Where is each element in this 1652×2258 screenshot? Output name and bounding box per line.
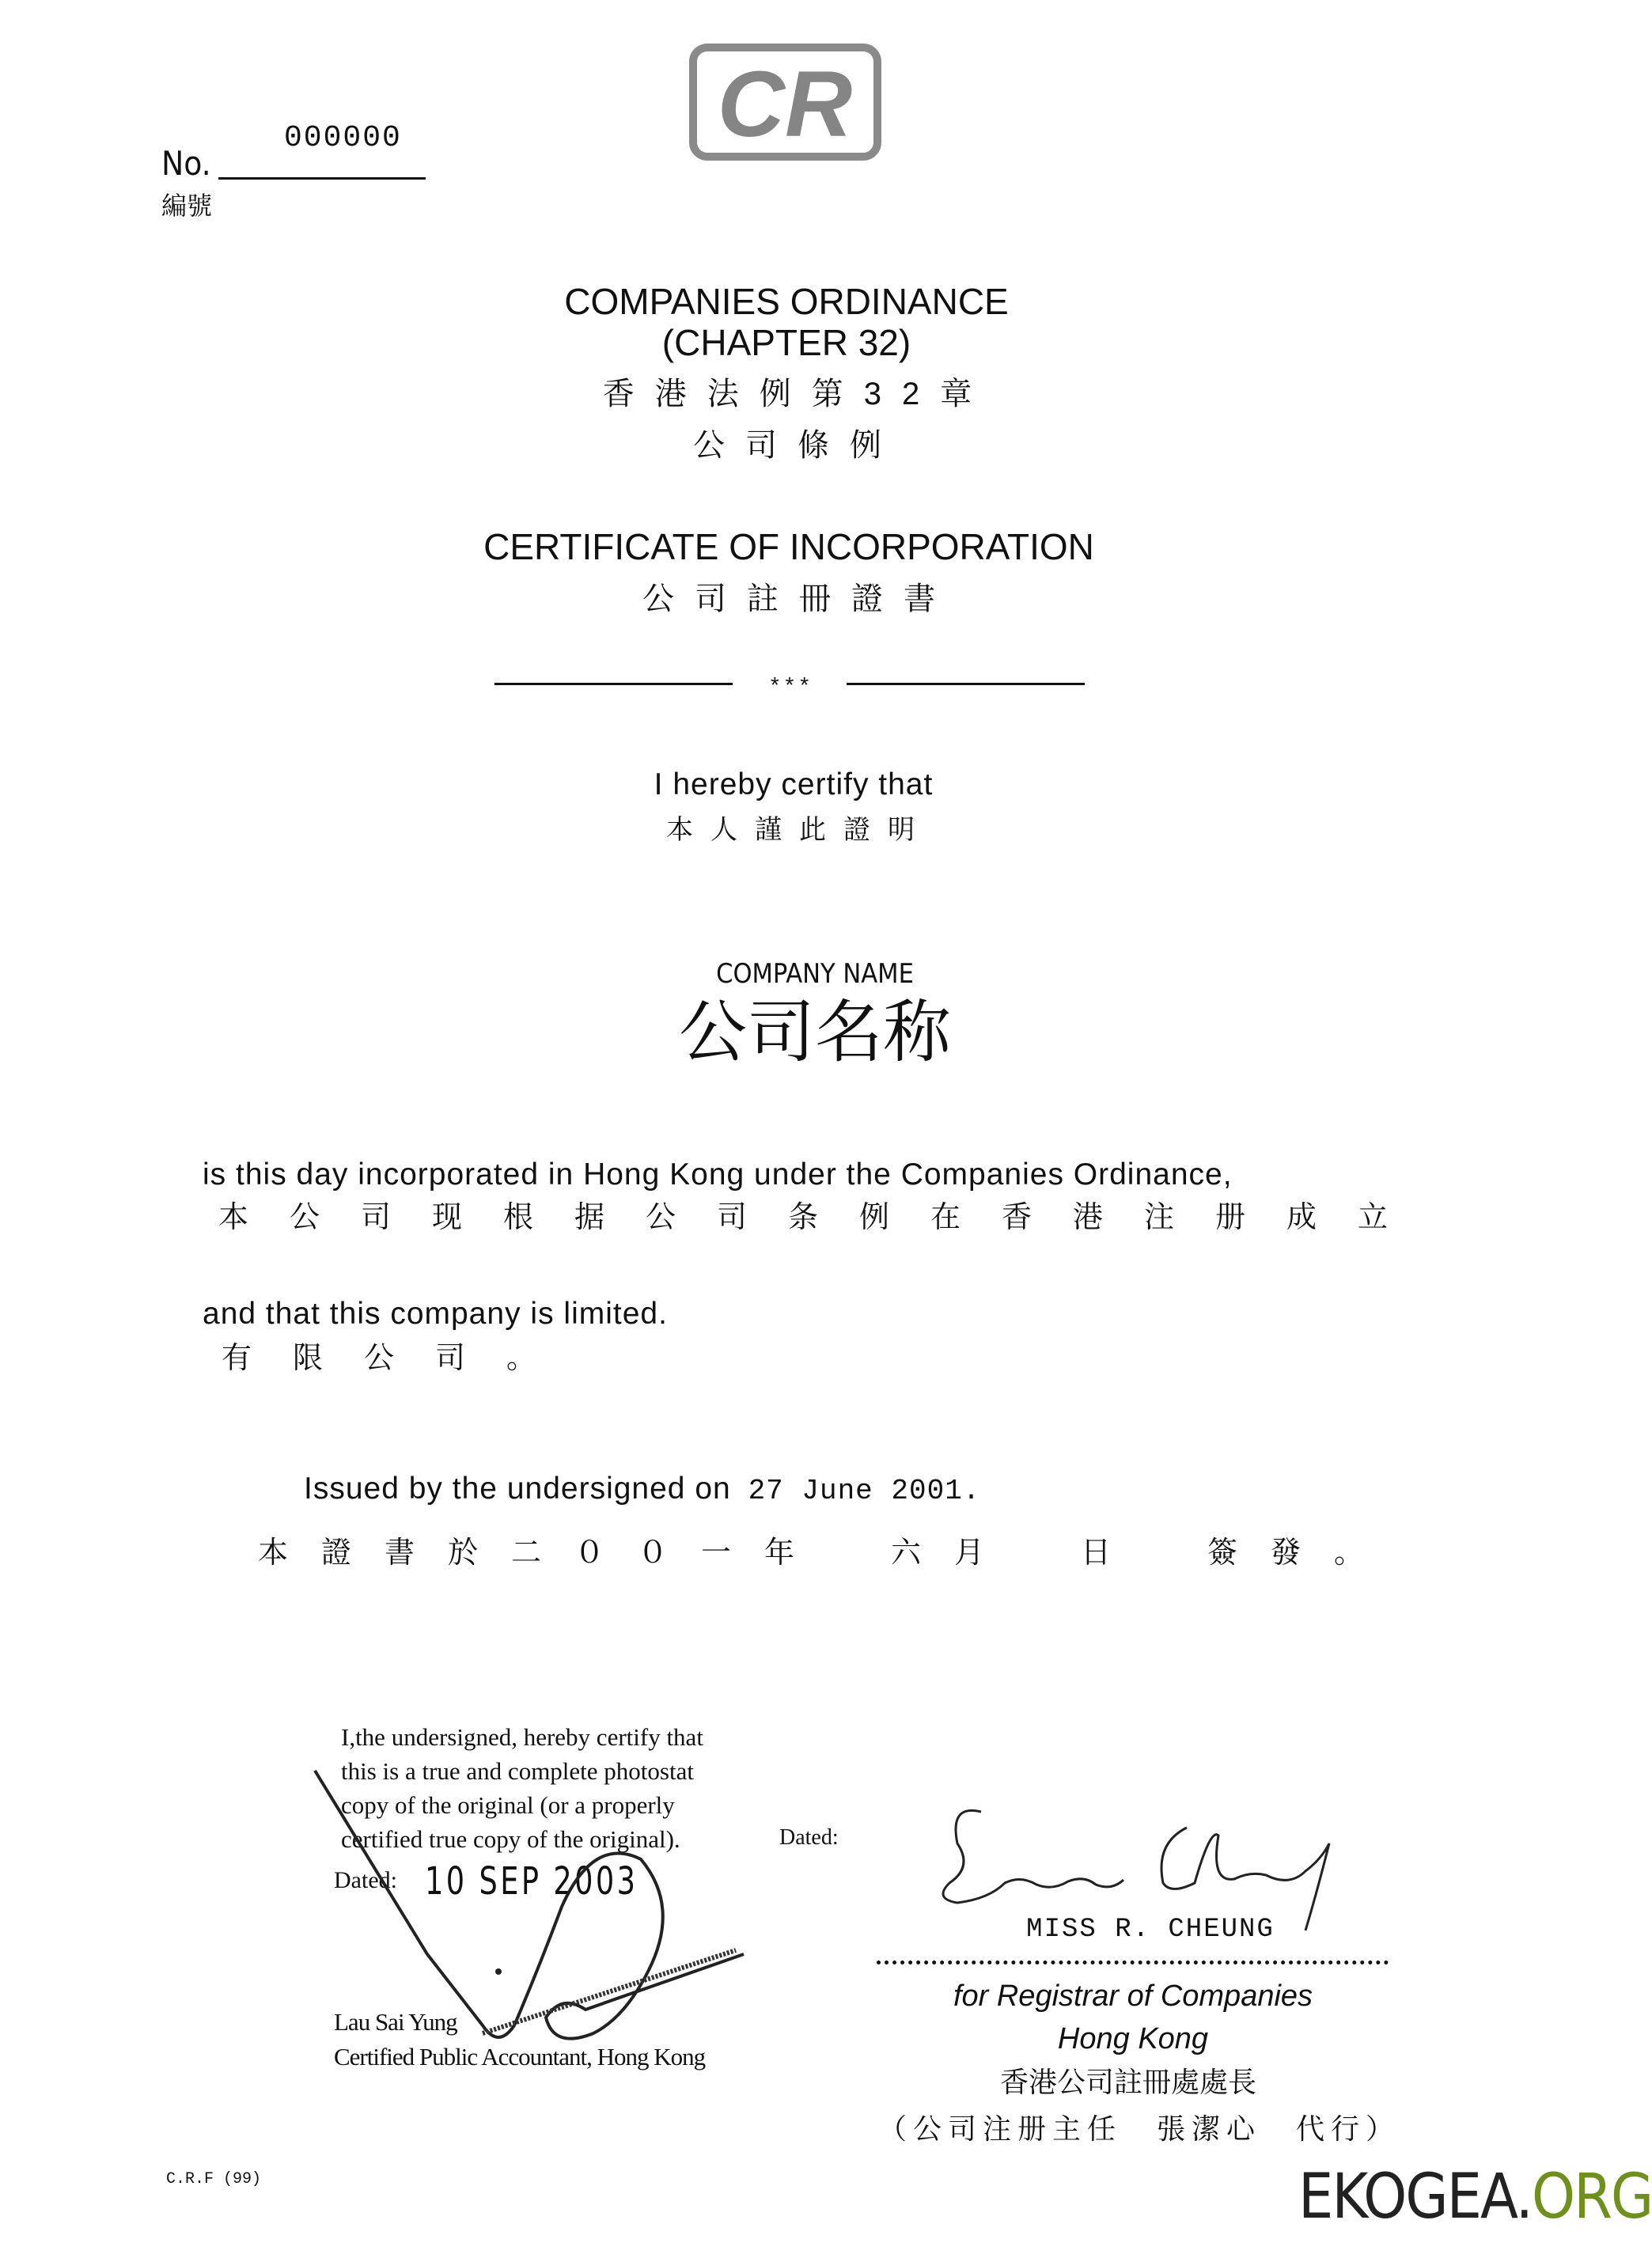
- limited-statement: and that this company is limited.: [203, 1297, 668, 1331]
- form-code: C.R.F (99): [166, 2170, 262, 2188]
- company-name-zh: 公司名称: [679, 993, 951, 1072]
- certificate-number: 000000: [284, 121, 402, 155]
- number-label: No.: [161, 144, 211, 183]
- incorporation-statement: is this day incorporated in Hong Kong under the Companies Ordinance,: [203, 1157, 1233, 1192]
- watermark-tld: ORG: [1531, 2161, 1652, 2233]
- incorporation-statement-zh: 本公司现根据公司条例在香港注册成立: [218, 1201, 1430, 1234]
- cr-logo: [688, 43, 882, 161]
- issued-statement-zh: 本證書於二００一年 六月 日 簽發。: [258, 1536, 1398, 1570]
- number-label-zh: 編號: [161, 191, 213, 220]
- chapter-title: (CHAPTER 32): [661, 322, 911, 363]
- ordinance-title-zh: 公司條例: [693, 428, 902, 463]
- chapter-title-zh: 香港法例第32章: [602, 377, 993, 411]
- company-name: COMPANY NAME: [716, 958, 914, 990]
- number-underline: [218, 177, 426, 180]
- ekogea-watermark: [1298, 2161, 1652, 2233]
- certification-line-3: copy of the original (or a properly: [341, 1791, 675, 1819]
- divider-left: [494, 683, 733, 685]
- registrar-place: Hong Kong: [1057, 2022, 1209, 2055]
- dated-overlay: Dated:: [779, 1825, 839, 1850]
- cpa-title: Certified Public Accountant, Hong Kong: [334, 2043, 706, 2070]
- registrar-role: for Registrar of Companies: [953, 1980, 1313, 2013]
- certificate-title-zh: 公司註冊證書: [642, 582, 956, 616]
- certificate-title: CERTIFICATE OF INCORPORATION: [483, 526, 1094, 567]
- signature-dotted-line: [877, 1961, 1389, 1964]
- registrar-name: MISS R. CHEUNG: [1026, 1915, 1275, 1945]
- registrar-acting-zh: （公司注册主任 張潔心 代行）: [877, 2112, 1401, 2145]
- dated-label: Dated:: [334, 1867, 397, 1893]
- issued-statement: [304, 1473, 980, 1506]
- limited-statement-zh: 有限公司。: [222, 1342, 578, 1375]
- certify-statement: I hereby certify that: [654, 767, 934, 801]
- registrar-role-zh: 香港公司註冊處處長: [999, 2066, 1257, 2098]
- dated-value: 10 SEP 2003: [425, 1859, 638, 1904]
- certify-statement-zh: 本人謹此證明: [666, 815, 932, 845]
- issued-date: 27 June 2001.: [748, 1475, 981, 1507]
- certification-line-4: certified true copy of the original).: [341, 1825, 680, 1853]
- certification-line-1: I,the undersigned, hereby certify that: [341, 1723, 703, 1751]
- divider-right: [847, 683, 1085, 685]
- certification-line-2: this is a true and complete photostat: [341, 1757, 694, 1785]
- divider-stars: * * *: [770, 672, 809, 697]
- cpa-name: Lau Sai Yung: [334, 2008, 457, 2036]
- cr-logo-text: CR: [717, 52, 853, 157]
- issued-prefix: Issued by the undersigned on: [304, 1472, 731, 1506]
- watermark-main: EKOGEA.: [1298, 2161, 1532, 2233]
- ordinance-title: COMPANIES ORDINANCE: [564, 281, 1009, 322]
